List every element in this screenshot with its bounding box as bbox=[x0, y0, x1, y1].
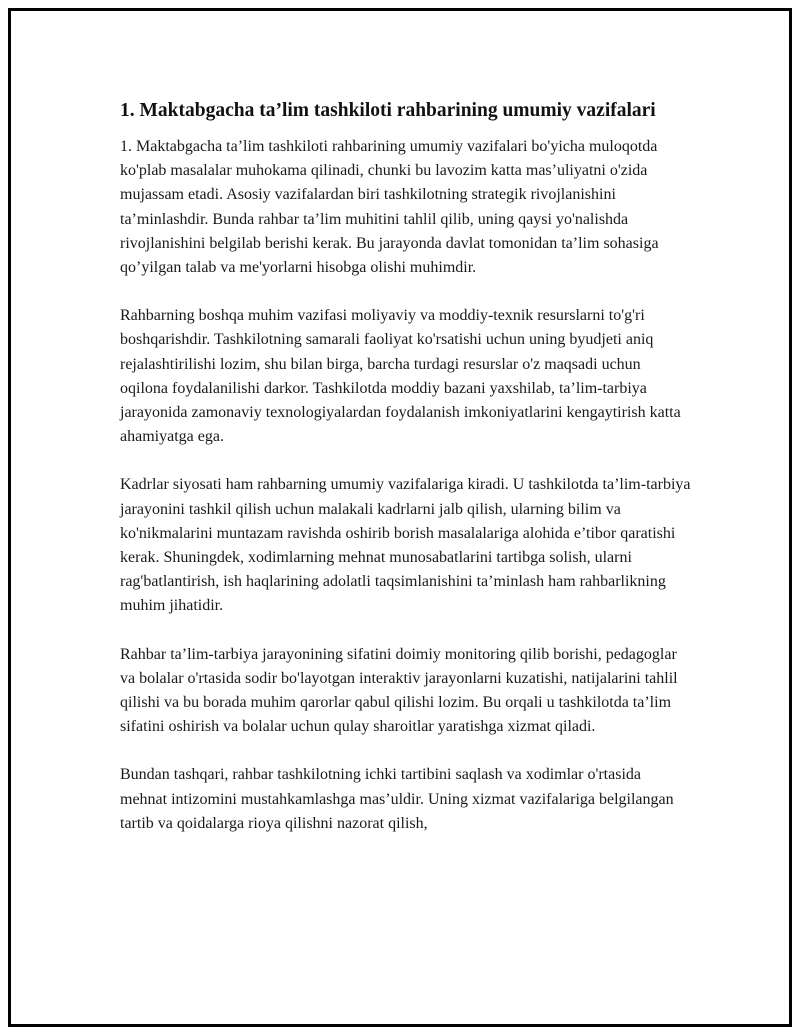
page-frame bbox=[8, 8, 792, 1027]
paragraph-5: Bundan tashqari, rahbar tashkilotning ichki tartibini saqlash va xodimlar o'rtasida mehnat intizomini mustahkamlashga mas’uldir. Uning xizmat vazifalariga belgilangan tartib va qoidalarga rioya qilishni nazorat qilish, bbox=[120, 766, 674, 832]
paragraph-4: Rahbar ta’lim-tarbiya jarayonining sifatini doimiy monitoring qilib borishi, pedagoglar va bolalar o'rtasida sodir bo'layotgan interaktiv jarayonlarni kuzatishi, natijalarini tahlil qilishi va bu borada muhim qarorlar qabul qilishi lozim. Bu orqali u tashkilotda ta’lim sifatini oshirish va bolalar uchun qulay sharoitlar yaratishga xizmat qiladi. bbox=[120, 645, 678, 736]
paragraph-2: Rahbarning boshqa muhim vazifasi moliyaviy va moddiy-texnik resurslarni to'g'ri boshqarishdir. Tashkilotning samarali faoliyat ko'rsatishi uchun uning byudjeti aniq rejalashtirilishi lozim, shu bilan birga, barcha turdagi resurslar o'z maqsadi uchun oqilona foydalanilishi darkor. Tashkilotda moddiy bazani yaxshilab, ta’lim-tarbiya jarayonida zamonaviy texnologiyalardan foydalanish imkoniyatlarini kengaytirish katta ahamiyatga ega. bbox=[120, 307, 681, 446]
document-body bbox=[120, 98, 692, 860]
section-heading: 1. Maktabgacha ta’lim tashkiloti rahbarining umumiy vazifalari bbox=[120, 100, 656, 121]
paragraph-3: Kadrlar siyosati ham rahbarning umumiy vazifalariga kiradi. U tashkilotda ta’lim-tarbiya jarayonini tashkil qilish uchun malakali kadrlarni jalb qilish, ularning bilim va ko'nikmalarini muntazam ravishda oshirib borish masalalariga alohida e’tibor qaratishi kerak. Shuningdek, xodimlarning mehnat munosabatlarini tartibga solish, ularni rag'batlantirish, ish haqlarining adolatli taqsimlanishini ta’minlash ham rahbarlikning muhim jihatidir. bbox=[120, 476, 691, 615]
paragraph-1: 1. Maktabgacha ta’lim tashkiloti rahbarining umumiy vazifalari bo'yicha muloqotda ko'plab masalalar muhokama qilinadi, chunki bu lavozim katta mas’uliyatni o'zida mujassam etadi. Asosiy vazifalardan biri tashkilotning strategik rivojlanishini ta’minlashdir. Bunda rahbar ta’lim muhitini tahlil qilib, uning qaysi yo'nalishda rivojlanishini belgilab berishi kerak. Bu jarayonda davlat tomonidan ta’lim sohasiga qo’yilgan talab va me'yorlarni hisobga olishi muhimdir. bbox=[120, 138, 659, 277]
